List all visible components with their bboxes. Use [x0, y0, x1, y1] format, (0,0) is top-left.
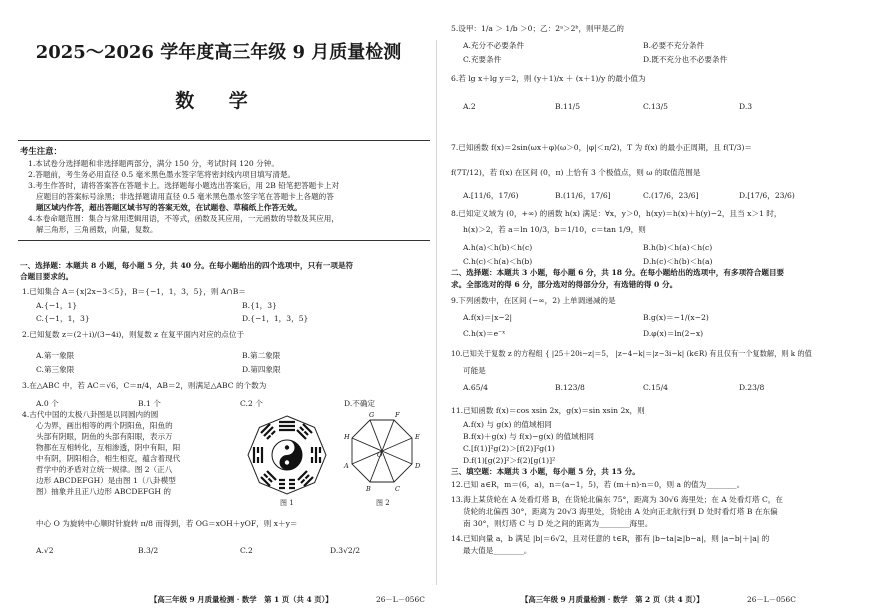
- section-heading: 求。全部选对的得 6 分，部分选对的得部分分，有选错的得 0 分。: [451, 280, 678, 289]
- exam-title: 2025～2026 学年度高三年级 9 月质量检测: [35, 42, 402, 63]
- notice-line: 3.考生作答时，请将答案答在答题卡上。选择题每小题选出答案后，用 2B 铅笔把答题卡上对: [28, 181, 340, 190]
- option: D.φ(x)＝ln(2−x): [643, 329, 704, 338]
- option: D.第四象限: [242, 365, 281, 374]
- option: A.充分不必要条件: [463, 41, 525, 50]
- question-4-line: 图）抽象并且正八边形 ABCDEFGH 的: [36, 487, 171, 496]
- vertex-label: O: [377, 451, 383, 459]
- option: A.65/4: [463, 383, 488, 392]
- option: A.0 个: [36, 399, 59, 408]
- question-8: h(x)＞2，若 a＝ln 10/3，b＝1/10，c＝tan 1/9，则: [463, 225, 646, 234]
- option: D.{−1，1，3，5}: [242, 314, 309, 323]
- question-10: 10.已知关于复数 z 的方程组 { |25＋20i−z|＝5， |z−4−k|＝|z−3i−k| (k∈R) 有且仅有一个复数解，则 k 的值: [451, 349, 812, 358]
- option: B.第二象限: [242, 351, 281, 360]
- option: C.(17/6，23/6]: [643, 191, 699, 200]
- option: B.f(x)＋g(x) 与 f(x)−g(x) 的值域相同: [463, 432, 594, 441]
- vertex-label: E: [415, 433, 420, 441]
- question-8: 8.已知定义域为 (0，+∞) 的函数 h(x) 满足：∀x，y＞0，h(xy)＝h(x)＋h(y)−2，且当 x＞1 时，: [451, 209, 782, 218]
- question-2: 2.已知复数 z＝(2＋i)/(3−4i)，则复数 z 在复平面内对应的点位于: [22, 330, 245, 339]
- notice-line: 2.答题前，考生务必用直径 0.5 毫米黑色墨水签字笔将密封线内项目填写清楚。: [28, 170, 296, 179]
- option: D.既不充分也不必要条件: [643, 55, 728, 64]
- section-heading: 一、选择题：本题共 8 小题，每小题 5 分，共 40 分。在每小题给出的四个选项中，只有一项是符: [20, 261, 354, 270]
- option: D.3: [739, 102, 753, 111]
- option: A.{−1，1}: [36, 301, 78, 310]
- subject-title: 数 学: [175, 90, 262, 112]
- option: B.必要不充分条件: [643, 41, 705, 50]
- option: D.[17/6，23/6): [739, 191, 795, 200]
- option: C.第三象限: [36, 365, 75, 374]
- question-13-line: 货轮的北偏西 30°，距离为 20√3 海里处，货轮由 A 处向正北航行到 D 处时看灯塔 B 在东偏: [463, 507, 778, 516]
- question-4-line: 物都在互相转化，互相渗透，阴中有阳，阳: [36, 443, 181, 452]
- section-heading: 二、选择题：本题共 3 小题，每小题 6 分，共 18 分。在每小题给出的选项中，有多项符合题目要: [451, 268, 785, 277]
- question-12: 12.已知 a∈R，m＝(6，a)，n＝(a−1，5)，若 (m＋n)·n＝0，则 a 的值为________。: [451, 480, 745, 489]
- question-3: 3.在△ABC 中，若 AC＝√6，C＝π/4，AB＝2，则满足△ABC 的个数为: [22, 381, 267, 390]
- option: C.h(x)＝e⁻ˣ: [463, 329, 506, 338]
- option: A.h(a)＜h(b)＜h(c): [463, 243, 533, 252]
- figure-2-caption: 图 2: [376, 499, 390, 507]
- page-footer: 【高三年级 9 月质量检测 · 数学 第 2 页（共 4 页）】: [521, 595, 704, 604]
- question-4-line: 哲学中的矛盾对立统一规律。图 2（正八: [36, 465, 173, 474]
- option: D.3√2/2: [330, 546, 361, 555]
- option: C.13/5: [643, 102, 669, 111]
- question-4-line: 4.古代中国的太极八卦图是以同圆内的圆: [22, 410, 159, 419]
- question-9: 9.下列函数中，在区间 (−∞，2) 上单调递减的是: [451, 296, 616, 305]
- option: A.第一象限: [36, 351, 75, 360]
- option: D.23/8: [739, 383, 765, 392]
- octagon-figure: [336, 412, 426, 500]
- question-7: f(7T/12)，若 f(x) 在区间 (0，π) 上恰有 3 个极值点，则 ω 的取值范围是: [451, 168, 701, 177]
- question-11: 11.已知函数 f(x)＝cos xsin 2x，g(x)＝sin xsin 2x，则: [451, 406, 645, 415]
- option: B.g(x)＝−1/(x−2): [643, 313, 709, 322]
- option: B.{1，3}: [242, 301, 277, 310]
- figure-1-caption: 图 1: [280, 499, 294, 507]
- right-page: [437, 0, 870, 615]
- question-5: 5.设甲：1/a ＞ 1/b ＞0；乙：2ᵃ＞2ᵇ，则甲是乙的: [451, 24, 625, 33]
- option: B.3/2: [138, 546, 159, 555]
- option: B.123/8: [555, 383, 585, 392]
- option: A.2: [463, 102, 476, 111]
- question-4-line: 头部有阴眼，阴鱼的头部有阳眼，表示万: [36, 432, 173, 441]
- option: D.不确定: [344, 399, 376, 408]
- notice-line: 题区域内作答，超出答题区域书写的答案无效，在试题卷、草稿纸上作答无效。: [36, 203, 302, 212]
- option: C.{−1，1，3}: [36, 314, 90, 323]
- question-4-line: 心为界，画出相等的两个阴阳鱼，阳鱼的: [36, 421, 173, 430]
- option: B.h(b)＜h(a)＜h(c): [643, 243, 713, 252]
- page-footer: 【高三年级 9 月质量检测 · 数学 第 1 页（共 4 页）】: [150, 595, 333, 604]
- vertex-label: H: [344, 433, 350, 441]
- vertex-label: D: [415, 462, 421, 470]
- vertex-label: A: [344, 462, 349, 470]
- bagua-figure: [246, 414, 328, 496]
- notice-line: 解三角形，三角函数，向量，复数。: [36, 225, 158, 234]
- option: C.2: [240, 546, 253, 555]
- question-14-line: 14.已知向量 a，b 满足 |b|＝6√2，且对任意的 t∈R，都有 |b−ta|≥|b−a|，则 |a−b|＋|a| 的: [451, 534, 770, 543]
- option: C.充要条件: [463, 55, 502, 64]
- question-4-line: 中心 O 为旋转中心顺时针旋转 π/8 而得到，若 OG＝xOH＋yOF，则 x＋y＝: [36, 519, 298, 528]
- option: C.2 个: [240, 399, 263, 408]
- option: C.15/4: [643, 383, 669, 392]
- divider: [18, 140, 430, 141]
- notice-line: 1.本试卷分选择题和非选择题两部分，满分 150 分，考试时间 120 分钟。: [28, 159, 279, 168]
- option: A.f(x) 与 g(x) 的值域相同: [463, 420, 552, 429]
- option: A.√2: [36, 546, 54, 555]
- notice-heading: 考生注意：: [20, 146, 62, 156]
- option: A.f(x)＝|x−2|: [463, 313, 513, 322]
- option: A.[11/6，17/6): [463, 191, 519, 200]
- question-13-line: 南 30°，则灯塔 C 与 D 处之间的距离为________海里。: [463, 519, 653, 528]
- option: C.[f(1)]²g(2)＞[f(2)]²g(1): [463, 444, 555, 453]
- divider: [18, 240, 430, 241]
- question-13-line: 13.海上某货轮在 A 处看灯塔 B，在货轮北偏东 75°，距离为 30√6 海里处；在 A 处看灯塔 C，在: [451, 495, 783, 504]
- notice-line: 应题目的答案标号涂黑；非选择题请用直径 0.5 毫米黑色墨水签字笔在答题卡上各题的答: [36, 192, 334, 201]
- vertex-label: B: [366, 485, 371, 493]
- section-heading: 合题目要求的。: [20, 272, 74, 281]
- option: D.h(c)＜h(b)＜h(a): [643, 257, 713, 266]
- option: B.1 个: [138, 399, 161, 408]
- question-1: 1.已知集合 A＝{x|2x−3＜5}，B＝{−1，1，3，5}，则 A∩B＝: [22, 287, 246, 296]
- question-14-line: 最大值是________。: [463, 546, 532, 555]
- vertex-label: F: [395, 412, 400, 419]
- question-6: 6.若 lg x＋lg y＝2，则 (y＋1)/x ＋ (x＋1)/y 的最小值为: [451, 74, 646, 83]
- section-heading: 三、填空题：本题共 3 小题，每小题 5 分，共 15 分。: [451, 467, 640, 476]
- page-code: 26－L－056C: [747, 595, 796, 604]
- notice-line: 4.本卷命题范围：集合与常用逻辑用语，不等式，函数及其应用，一元函数的导数及其应用，: [28, 214, 339, 223]
- option: C.h(c)＜h(a)＜h(b): [463, 257, 533, 266]
- option: B.11/5: [555, 102, 581, 111]
- question-10: 可能是: [463, 366, 486, 375]
- question-4-line: 边形 ABCDEFGH）是由图 1（八卦模型: [36, 476, 176, 485]
- option: D.f(1)[g(2)]²＞f(2)[g(1)]²: [463, 456, 556, 465]
- question-7: 7.已知函数 f(x)＝2sin(ωx＋φ)(ω＞0，|φ|＜π/2)，T 为 f(x) 的最小正周期，且 f(T/3)＝: [451, 143, 753, 152]
- vertex-label: C: [395, 485, 400, 493]
- question-4-line: 中有阴，阴阳相合，相生相克，蕴含着现代: [36, 454, 181, 463]
- page-code: 26－L－056C: [376, 595, 425, 604]
- option: B.(11/6，17/6]: [555, 191, 611, 200]
- vertex-label: G: [369, 412, 375, 419]
